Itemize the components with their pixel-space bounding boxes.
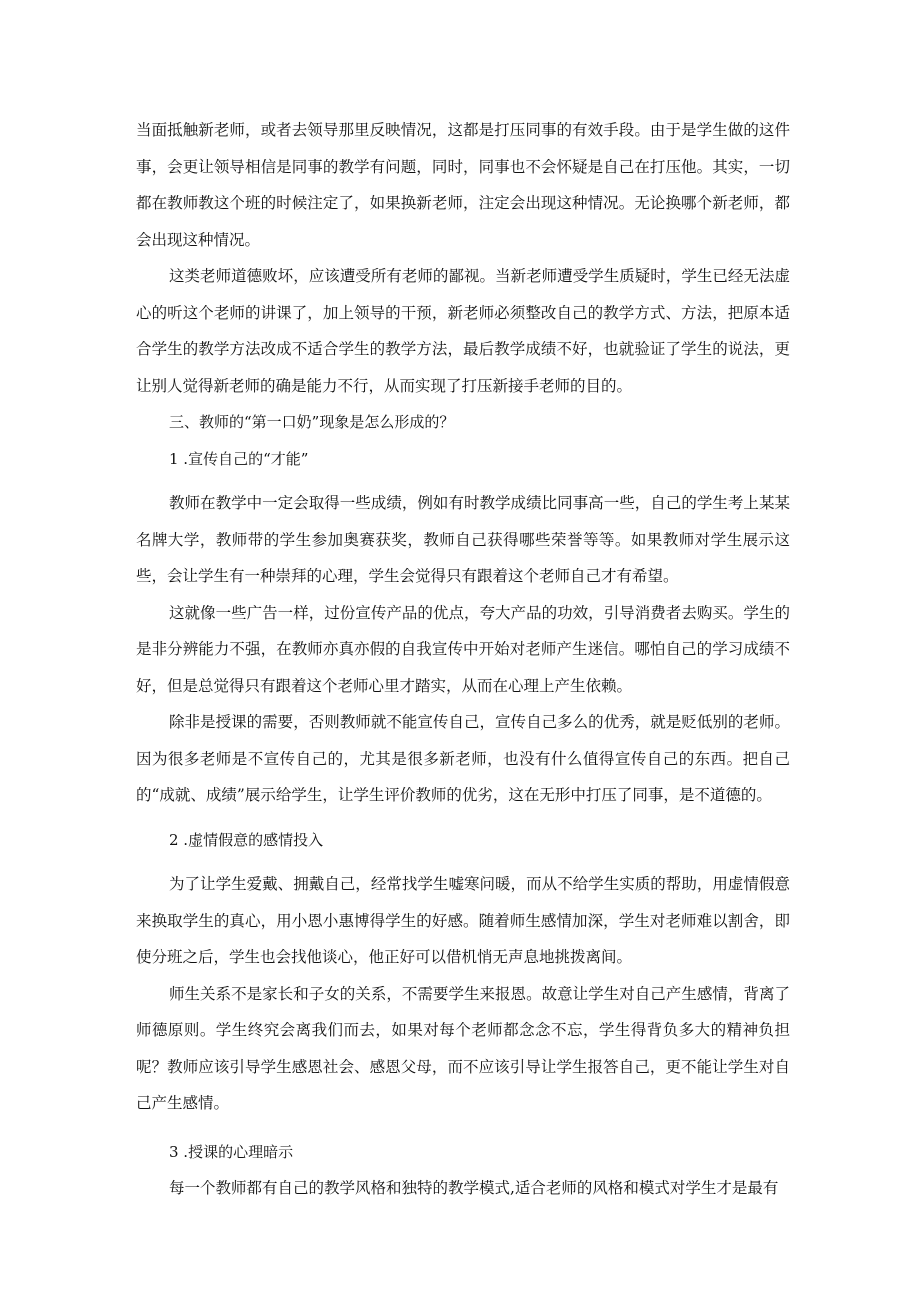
paragraph-7: 师生关系不是家长和子女的关系，不需要学生来报恩。故意让学生对自己产生感情，背离了师德原则。学生终究会离我们而去，如果对每个老师都念念不忘，学生得背负多大的精神负担呢？教师应该引导学生感恩社会、感恩父母，而不应该引导让学生报答自己，更不能让学生对自己产生感情。 <box>136 984 790 1112</box>
paragraph-5: 除非是授课的需要，否则教师就不能宣传自己，宣传自己多么的优秀，就是贬低别的老师。因为很多老师是不宣传自己的，尤其是很多新老师，也没有什么值得宣传自己的东西。把自己的“成就、成绩”展示给学生，让学生评价教师的优劣，这在无形中打压了同事，是不道德的。 <box>136 713 790 804</box>
subheading-3-2: 2 .虚情假意的感情投入 <box>169 830 324 849</box>
paragraph-4: 这就像一些广告一样，过份宣传产品的优点，夸大产品的功效，引导消费者去购买。学生的是非分辨能力不强，在教师亦真亦假的自我宣传中开始对老师产生迷信。哪怕自己的学习成绩不好，但是总觉得只有跟着这个老师心里才踏实，从而在心理上产生依赖。 <box>136 603 790 695</box>
paragraph-8: 每一个教师都有自己的教学风格和独特的教学模式,适合老师的风格和模式对学生才是最有 <box>169 1179 779 1197</box>
paragraph-1: 当面抵触新老师，或者去领导那里反映情况，这都是打压同事的有效手段。由于是学生做的这件事，会更让领导相信是同事的教学有问题，同时，同事也不会怀疑是自己在打压他。其实，一切都在教师教这个班的时候注定了，如果换新老师，注定会出现这种情况。无论换哪个新老师，都会出现这种情况。 <box>136 121 790 249</box>
subheading-3-1: 1 .宣传自己的“才能” <box>169 449 309 468</box>
section-heading-3: 三、教师的“第一口奶”现象是怎么形成的？ <box>169 413 455 431</box>
paragraph-6: 为了让学生爱戴、拥戴自己，经常找学生嘘寒问暖，而从不给学生实质的帮助，用虚情假意来换取学生的真心，用小恩小惠博得学生的好感。随着师生感情加深，学生对老师难以割舍，即使分班之后，学生也会找他谈心，他正好可以借机悄无声息地挑拨离间。 <box>136 875 790 966</box>
paragraph-2: 这类老师道德败坏，应该遭受所有老师的鄙视。当新老师遭受学生质疑时，学生已经无法虚心的听这个老师的讲课了，加上领导的干预，新老师必须整改自己的教学方式、方法，把原本适合学生的教学方法改成不适合学生的教学方法，最后教学成绩不好，也就验证了学生的说法，更让别人觉得新老师的确是能力不行，从而实现了打压新接手老师的目的。 <box>136 267 790 395</box>
paragraph-3: 教师在教学中一定会取得一些成绩，例如有时教学成绩比同事高一些，自己的学生考上某某名牌大学，教师带的学生参加奥赛获奖，教师自己获得哪些荣誉等等。如果教师对学生展示这些，会让学生有一种崇拜的心理，学生会觉得只有跟着这个老师自己才有希望。 <box>136 494 790 585</box>
subheading-3-3: 3 .授课的心理暗示 <box>169 1142 294 1161</box>
